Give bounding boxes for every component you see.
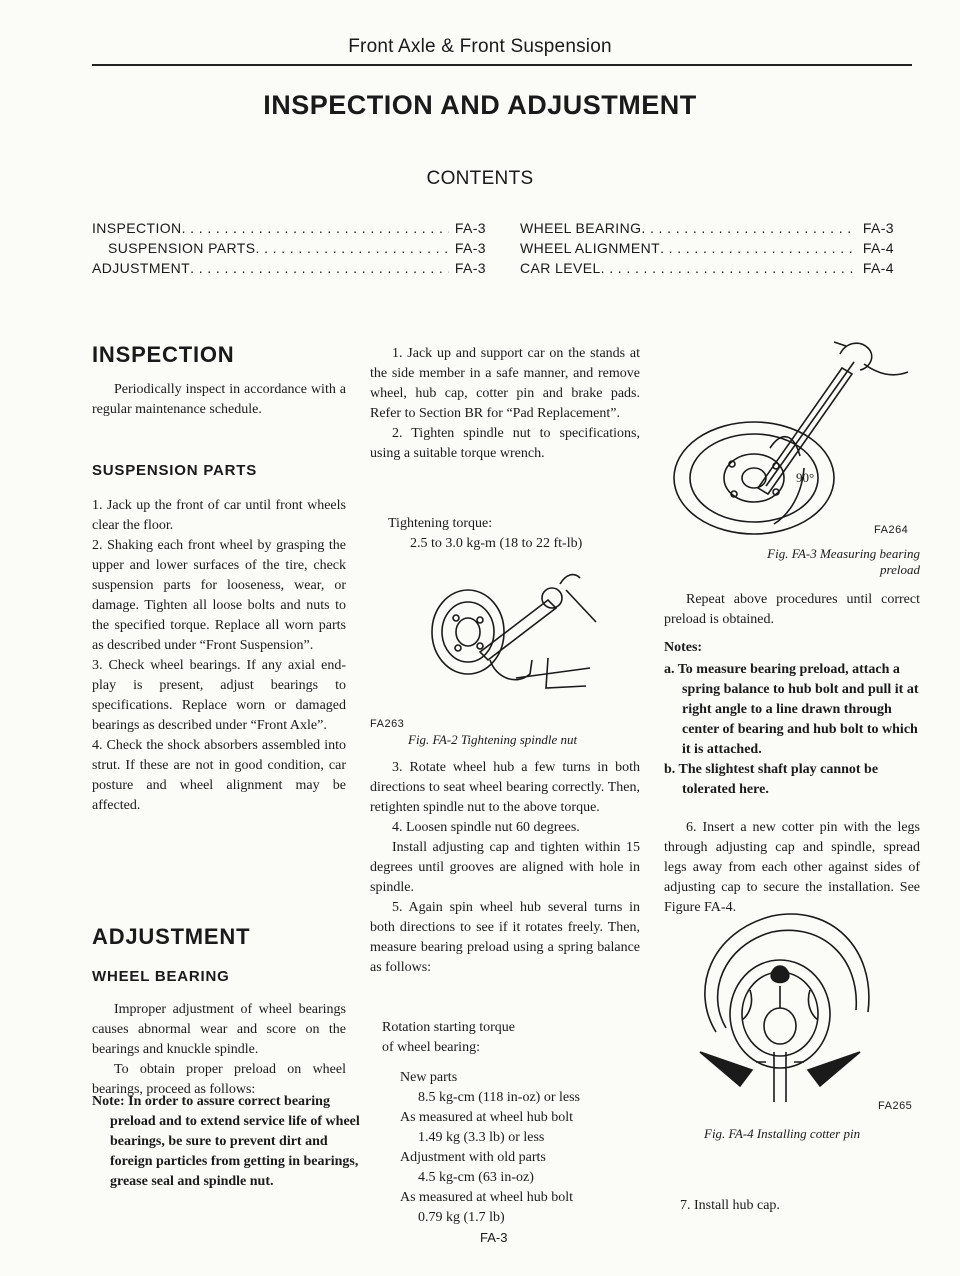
figure-fa4-illustration bbox=[680, 902, 880, 1112]
section-heading-adjustment: ADJUSTMENT bbox=[92, 924, 251, 949]
figure-fa3-caption-1: Fig. FA-3 Measuring bearing bbox=[767, 546, 920, 561]
rotation-torque-label-1: Rotation starting torque bbox=[382, 1020, 515, 1035]
section-heading-inspection: INSPECTION bbox=[92, 342, 235, 367]
wheel-bearing-para-1: Improper adjustment of wheel bearings causes abnormal wear and score on the bearings and knuckle spindle. bbox=[92, 1002, 346, 1057]
figure-fa4-caption: Fig. FA-4 Installing cotter pin bbox=[704, 1126, 861, 1141]
hub-bolt-value-2: 0.79 kg (1.7 lb) bbox=[418, 1210, 505, 1225]
toc-entry-car-level bbox=[520, 258, 894, 278]
note-b: b. The slightest shaft play cannot be tolerated here. bbox=[664, 762, 879, 797]
new-parts-label: New parts bbox=[400, 1070, 458, 1085]
toc-label: SUSPENSION PARTS bbox=[108, 240, 256, 256]
figure-fa4-code: FA265 bbox=[878, 1100, 913, 1112]
section-heading-wheel-bearing: WHEEL BEARING bbox=[92, 968, 230, 985]
wb-step-2: 2. Tighten spindle nut to specifications, using a suitable torque wrench. bbox=[370, 426, 640, 461]
note-a: a. To measure bearing preload, attach a spring balance to hub bolt and pull it at right angle to a line drawn through center of bearing and hub bolt to which it is attached. bbox=[664, 662, 919, 757]
figure-fa2-code: FA263 bbox=[370, 718, 405, 730]
inspection-text: Periodically inspect in accordance with a regular maintenance schedule. bbox=[92, 382, 346, 417]
toc-page: FA-4 bbox=[862, 260, 894, 276]
figure-fa3-illustration bbox=[664, 338, 924, 538]
toc-page: FA-3 bbox=[454, 220, 486, 236]
toc-entry-wheel-bearing bbox=[520, 218, 894, 238]
old-parts-value: 4.5 kg-cm (63 in-oz) bbox=[418, 1170, 534, 1185]
section-heading-suspension-parts: SUSPENSION PARTS bbox=[92, 462, 258, 479]
toc-entry-adjustment bbox=[92, 258, 486, 278]
toc-page: FA-3 bbox=[454, 260, 486, 276]
toc-label: WHEEL BEARING bbox=[520, 220, 642, 236]
notes-list bbox=[664, 660, 920, 800]
wheel-bearing-steps-1-2 bbox=[370, 344, 640, 464]
figure-fa3-caption-2: preload bbox=[880, 562, 920, 577]
rotation-torque-label-2: of wheel bearing: bbox=[382, 1040, 480, 1055]
wb-step-4-detail: Install adjusting cap and tighten within 15 degrees until grooves are aligned with hole in spindle. bbox=[370, 840, 640, 895]
header-rule bbox=[92, 64, 912, 66]
toc-label: CAR LEVEL bbox=[520, 260, 601, 276]
hub-bolt-label-2: As measured at wheel hub bolt bbox=[400, 1190, 574, 1205]
figure-fa3-angle: 90° bbox=[796, 470, 815, 485]
toc-entry-inspection bbox=[92, 218, 486, 238]
notes-heading: Notes: bbox=[664, 640, 703, 655]
suspension-step-1: 1. Jack up the front of car until front wheels clear the floor. bbox=[92, 498, 346, 533]
wb-step-1: 1. Jack up and support car on the stands at the side member in a safe manner, and remove wheel, hub cap, cotter pin and brake pads. Refer to Section BR for “Pad Replacement”. bbox=[370, 346, 640, 421]
wheel-bearing-steps-3-5 bbox=[370, 758, 640, 978]
toc-right bbox=[520, 218, 894, 278]
repeat-procedure-text: Repeat above procedures until correct preload is obtained. bbox=[664, 592, 920, 627]
hub-bolt-label: As measured at wheel hub bolt bbox=[400, 1110, 574, 1125]
toc-page: FA-3 bbox=[454, 240, 486, 256]
wheel-bearing-para-2: To obtain proper preload on wheel bearings, proceed as follows: bbox=[92, 1062, 346, 1097]
page-number: FA-3 bbox=[480, 1230, 508, 1245]
toc-label: WHEEL ALIGNMENT bbox=[520, 240, 661, 256]
wb-step-7: 7. Install hub cap. bbox=[680, 1198, 780, 1213]
toc-page: FA-3 bbox=[862, 220, 894, 236]
wheel-bearing-intro bbox=[92, 1000, 346, 1100]
toc-left bbox=[92, 218, 486, 278]
toc-entry-suspension-parts bbox=[92, 238, 486, 258]
suspension-step-4: 4. Check the shock absorbers assembled into strut. If these are not in good condition, car posture and wheel alignment may be affected. bbox=[92, 738, 346, 813]
torque-label: Tightening torque: bbox=[388, 516, 493, 531]
wb-step-6: 6. Insert a new cotter pin with the legs through adjusting cap and spindle, spread legs away from each other against sides of adjusting cap to secure the installation. See Figure FA-4. bbox=[664, 820, 920, 915]
toc-label: ADJUSTMENT bbox=[92, 260, 191, 276]
wb-step-3: 3. Rotate wheel hub a few turns in both directions to seat wheel bearing correctly. Then, retighten spindle nut to the above torque. bbox=[370, 760, 640, 815]
figure-fa2-illustration bbox=[420, 560, 610, 700]
page-title: INSPECTION AND ADJUSTMENT bbox=[263, 90, 697, 120]
contents-heading: CONTENTS bbox=[426, 168, 534, 189]
toc-page: FA-4 bbox=[862, 240, 894, 256]
wb-step-5: 5. Again spin wheel hub several turns in both directions to see if it rotates freely. Then, measure bearing preload using a spring balance as follows: bbox=[370, 900, 640, 975]
toc-entry-wheel-alignment bbox=[520, 238, 894, 258]
new-parts-value: 8.5 kg-cm (118 in-oz) or less bbox=[418, 1090, 580, 1105]
torque-value: 2.5 to 3.0 kg-m (18 to 22 ft-lb) bbox=[410, 536, 583, 551]
old-parts-label: Adjustment with old parts bbox=[400, 1150, 546, 1165]
figure-fa3-code: FA264 bbox=[874, 524, 909, 536]
figure-fa2-caption: Fig. FA-2 Tightening spindle nut bbox=[408, 732, 578, 747]
suspension-step-3: 3. Check wheel bearings. If any axial end-play is present, adjust bearings to specifications. Replace worn or damaged bearings as described under “Front Axle”. bbox=[92, 658, 346, 733]
wb-step-4: 4. Loosen spindle nut 60 degrees. bbox=[392, 820, 580, 835]
hub-bolt-value: 1.49 kg (3.3 lb) or less bbox=[418, 1130, 545, 1145]
suspension-step-2: 2. Shaking each front wheel by grasping the upper and lower surfaces of the tire, check suspension parts for looseness, wear, or damage. Tighten all loose bolts and nuts to the specified torque. Replace all worn parts as described under “Front Suspension”. bbox=[92, 538, 346, 653]
suspension-steps bbox=[92, 496, 346, 816]
toc-label: INSPECTION bbox=[92, 220, 182, 236]
running-header: Front Axle & Front Suspension bbox=[348, 36, 612, 57]
wheel-bearing-note: Note: In order to assure correct bearing preload and to extend service life of wheel bearings, be sure to prevent dirt and foreign particles from getting in bearings, grease seal and spindle nut. bbox=[92, 1094, 360, 1189]
